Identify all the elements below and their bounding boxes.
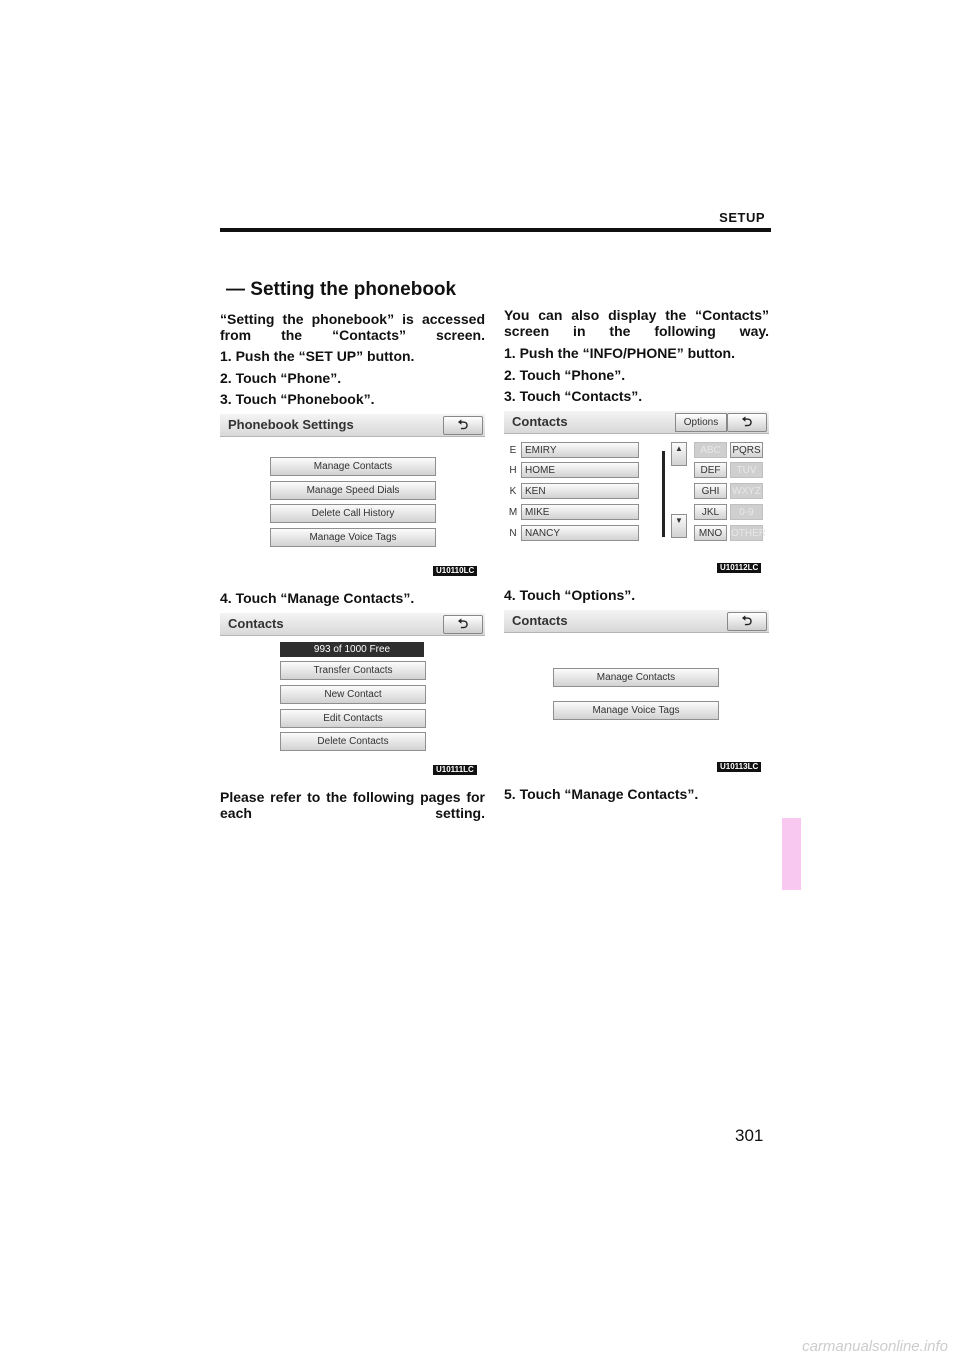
contact-item[interactable]: NANCY [521,525,639,541]
chapter-tab [782,818,801,890]
new-contact-button[interactable]: New Contact [280,685,426,704]
key-other: OTHER [730,525,763,541]
delete-call-history-button[interactable]: Delete Call History [270,504,436,523]
scroll-down-button[interactable]: ▼ [671,514,687,538]
right-intro: You can also display the “Contacts” screen in the following way. [504,307,769,339]
right-step-2: 2. Touch “Phone”. [504,367,626,383]
index-letter: H [509,465,517,476]
contacts-options-screen [504,610,769,750]
screen-title: Contacts [512,613,568,628]
screen-titlebar [220,414,485,437]
contacts-manage-screen [220,613,485,753]
right-step-1: 1. Push the “INFO/PHONE” button. [504,345,735,361]
key-tuv: TUV [730,462,763,478]
back-button[interactable]: ⮌ [727,612,767,631]
scrollbar-track[interactable] [662,451,665,537]
figure-code: U10113LC [717,762,761,772]
contact-item[interactable]: EMIRY [521,442,639,458]
back-button[interactable]: ⮌ [727,413,767,432]
key-def[interactable]: DEF [694,462,727,478]
figure-code: U10112LC [717,563,761,573]
header-rule [220,228,771,232]
scroll-up-button[interactable]: ▲ [671,442,687,466]
screen-titlebar [504,411,769,434]
section-title: — Setting the phonebook [226,279,457,300]
key-ghi[interactable]: GHI [694,483,727,499]
left-step-4: 4. Touch “Manage Contacts”. [220,590,415,606]
manage-speed-dials-button[interactable]: Manage Speed Dials [270,481,436,500]
left-outro: Please refer to the following pages for each setting. [220,789,485,821]
options-button[interactable]: Options [675,413,727,432]
contact-item[interactable]: HOME [521,462,639,478]
figure-code: U10111LC [433,765,477,775]
manage-contacts-button[interactable]: Manage Contacts [270,457,436,476]
delete-contacts-button[interactable]: Delete Contacts [280,732,426,751]
free-count-bar: 993 of 1000 Free [280,642,424,657]
back-button[interactable]: ⮌ [443,416,483,435]
back-button[interactable]: ⮌ [443,615,483,634]
left-step-3: 3. Touch “Phonebook”. [220,391,375,407]
manage-contacts-button[interactable]: Manage Contacts [553,668,719,687]
index-letter: N [509,528,517,539]
left-intro: “Setting the phonebook” is accessed from the “Contacts” screen. [220,311,485,343]
index-letter: E [509,445,517,456]
key-pqrs[interactable]: PQRS [730,442,763,458]
contact-item[interactable]: KEN [521,483,639,499]
index-letter: M [508,507,518,518]
transfer-contacts-button[interactable]: Transfer Contacts [280,661,426,680]
contacts-list-screen [504,411,769,551]
key-jkl[interactable]: JKL [694,504,727,520]
page-number: 301 [735,1126,764,1145]
screen-titlebar [220,613,485,636]
right-step-3: 3. Touch “Contacts”. [504,388,643,404]
figure-code: U10110LC [433,566,477,576]
watermark: carmanualsonline.info [802,1338,948,1355]
screen-titlebar [504,610,769,633]
right-step-4: 4. Touch “Options”. [504,587,636,603]
left-step-1: 1. Push the “SET UP” button. [220,348,415,364]
manage-voice-tags-button[interactable]: Manage Voice Tags [270,528,436,547]
screen-title: Contacts [228,616,284,631]
edit-contacts-button[interactable]: Edit Contacts [280,709,426,728]
key-abc: ABC [694,442,727,458]
index-letter: K [509,486,517,497]
key-0-9: 0-9 [730,504,763,520]
right-step-5: 5. Touch “Manage Contacts”. [504,786,699,802]
screen-title: Phonebook Settings [228,417,354,432]
left-step-2: 2. Touch “Phone”. [220,370,342,386]
key-mno[interactable]: MNO [694,525,727,541]
contact-item[interactable]: MIKE [521,504,639,520]
screen-title: Contacts [512,414,568,429]
key-wxyz: WXYZ [730,483,763,499]
phonebook-settings-screen [220,414,485,554]
manage-voice-tags-button[interactable]: Manage Voice Tags [553,701,719,720]
running-header: SETUP [719,210,765,225]
